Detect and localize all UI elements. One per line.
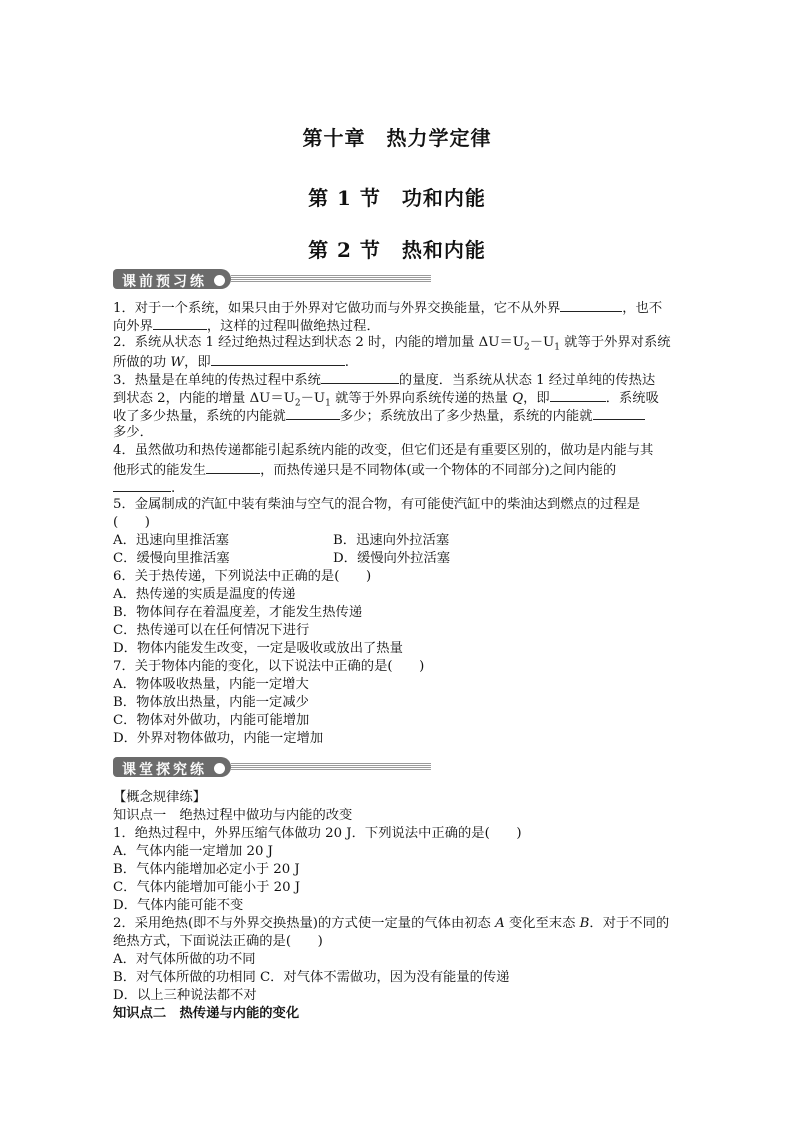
answer-blank[interactable] <box>153 316 207 330</box>
section2-title: 第 2 节 热和内能 <box>308 238 486 262</box>
option-d[interactable]: D．外界对物体做功，内能一定增加 <box>113 731 324 746</box>
option-b[interactable]: B．气体内能增加必定小于 20 J <box>113 862 300 877</box>
answer-blank[interactable] <box>113 478 171 492</box>
option-a[interactable]: A．气体内能一定增加 20 J <box>113 844 273 859</box>
q3-line3: 收了多少热量，系统的内能就 多少；系统放出了多少热量，系统的内能就 <box>113 406 683 424</box>
option-a[interactable]: A．热传递的实质是温度的传递 <box>113 587 296 602</box>
q5-options-row1 <box>113 532 683 550</box>
option-d[interactable]: D．以上三种说法都不对 <box>113 988 257 1003</box>
answer-blank[interactable] <box>560 298 622 312</box>
banner-tag <box>113 757 231 777</box>
option-a[interactable]: A．迅速向里推活塞 <box>113 533 229 548</box>
q4-line3: . <box>113 478 683 496</box>
q3-line4: 多少． <box>113 425 153 440</box>
q3-line1: 3．热量是在单纯的传热过程中系统 的量度．当系统从状态 1 经过单纯的传热达 <box>113 370 683 388</box>
banner-rule <box>231 275 431 283</box>
group-label: 【概念规律练】 <box>113 790 207 805</box>
preview-section <box>113 298 683 748</box>
option-c[interactable]: C．物体对外做功，内能可能增加 <box>113 713 310 728</box>
option-a[interactable]: A．物体吸收热量，内能一定增大 <box>113 677 309 692</box>
dot-icon <box>214 763 225 774</box>
banner-tag <box>113 269 231 289</box>
q7-stem: 7．关于物体内能的变化，以下说法中正确的是( ) <box>113 659 425 674</box>
q1-line1: 1．对于一个系统，如果只由于外界对它做功而与外界交换能量，它不从外界 ，也不 <box>113 298 683 316</box>
knowledge-point-1: 知识点一 绝热过程中做功与内能的改变 <box>113 808 353 823</box>
cq2-stem-line2: 绝热方式，下面说法正确的是( ) <box>113 934 323 949</box>
answer-blank[interactable] <box>286 406 340 420</box>
q2-line2: 所做的功 W，即 . <box>113 352 683 370</box>
chapter-title: 第十章 热力学定律 <box>302 126 492 150</box>
cq2-stem-line1: 2．采用绝热(即不与外界交换热量)的方式使一定量的气体由初态 A 变化至末态 B．对于不同的 <box>113 916 670 931</box>
option-b[interactable]: B．迅速向外拉活塞 <box>333 533 450 548</box>
option-d[interactable]: D．物体内能发生改变，一定是吸收或放出了热量 <box>113 641 403 656</box>
option-b[interactable]: B．物体放出热量，内能一定减少 <box>113 695 309 710</box>
banner-label: 课前预习练 <box>122 274 207 290</box>
answer-blank[interactable] <box>593 406 645 420</box>
option-bc[interactable]: B．对气体所做的功相同 C．对气体不需做功，因为没有能量的传递 <box>113 970 510 985</box>
q5-stem: 5．金属制成的汽缸中装有柴油与空气的混合物，有可能使汽缸中的柴油达到燃点的过程是 <box>113 497 641 512</box>
classroom-section <box>113 789 683 1023</box>
q6-stem: 6．关于热传递，下列说法中正确的是( ) <box>113 569 372 584</box>
q5-paren: ( ) <box>113 515 150 530</box>
preview-banner <box>113 267 431 291</box>
q2-line1: 2．系统从状态 1 经过绝热过程达到状态 2 时，内能的增加量 $\Delta U=U_2-U_1$ 就等于外界对系统 <box>113 335 671 353</box>
option-d[interactable]: D．缓慢向外拉活塞 <box>333 551 451 566</box>
answer-blank[interactable] <box>321 370 399 384</box>
option-a[interactable]: A．对气体所做的功不同 <box>113 952 256 967</box>
section1-title: 第 1 节 功和内能 <box>308 186 486 210</box>
q5-options-row2 <box>113 550 683 568</box>
q4-line2: 他形式的能发生 ，而热传递只是不同物体(或一个物体的不同部分)之间内能的 <box>113 460 683 478</box>
option-c[interactable]: C．气体内能增加可能小于 20 J <box>113 880 301 895</box>
option-c[interactable]: C．缓慢向里推活塞 <box>113 551 230 566</box>
option-c[interactable]: C．热传递可以在任何情况下进行 <box>113 623 310 638</box>
q4-line1: 4．虽然做功和热传递都能引起系统内能的改变，但它们还是有重要区别的，做功是内能与其 <box>113 443 654 458</box>
banner-label: 课堂探究练 <box>122 762 207 778</box>
knowledge-point-2: 知识点二 热传递与内能的变化 <box>113 1006 300 1021</box>
option-b[interactable]: B．物体间存在着温度差，才能发生热传递 <box>113 605 363 620</box>
dot-icon <box>214 275 225 286</box>
q3-line2: 到状态 2，内能的增量 $\Delta U=U_2-U_1$ 就等于外界向系统传递的热量 Q，即 ．系统吸 <box>113 388 683 406</box>
answer-blank[interactable] <box>206 460 260 474</box>
option-d[interactable]: D．气体内能可能不变 <box>113 898 244 913</box>
answer-blank[interactable] <box>550 388 606 402</box>
q1-line2: 向外界 ，这样的过程叫做绝热过程． <box>113 316 683 334</box>
banner-rule <box>231 763 431 771</box>
answer-blank[interactable] <box>211 352 345 366</box>
cq1-stem: 1．绝热过程中，外界压缩气体做功 20 J．下列说法中正确的是( ) <box>113 826 522 841</box>
classroom-banner <box>113 755 431 779</box>
